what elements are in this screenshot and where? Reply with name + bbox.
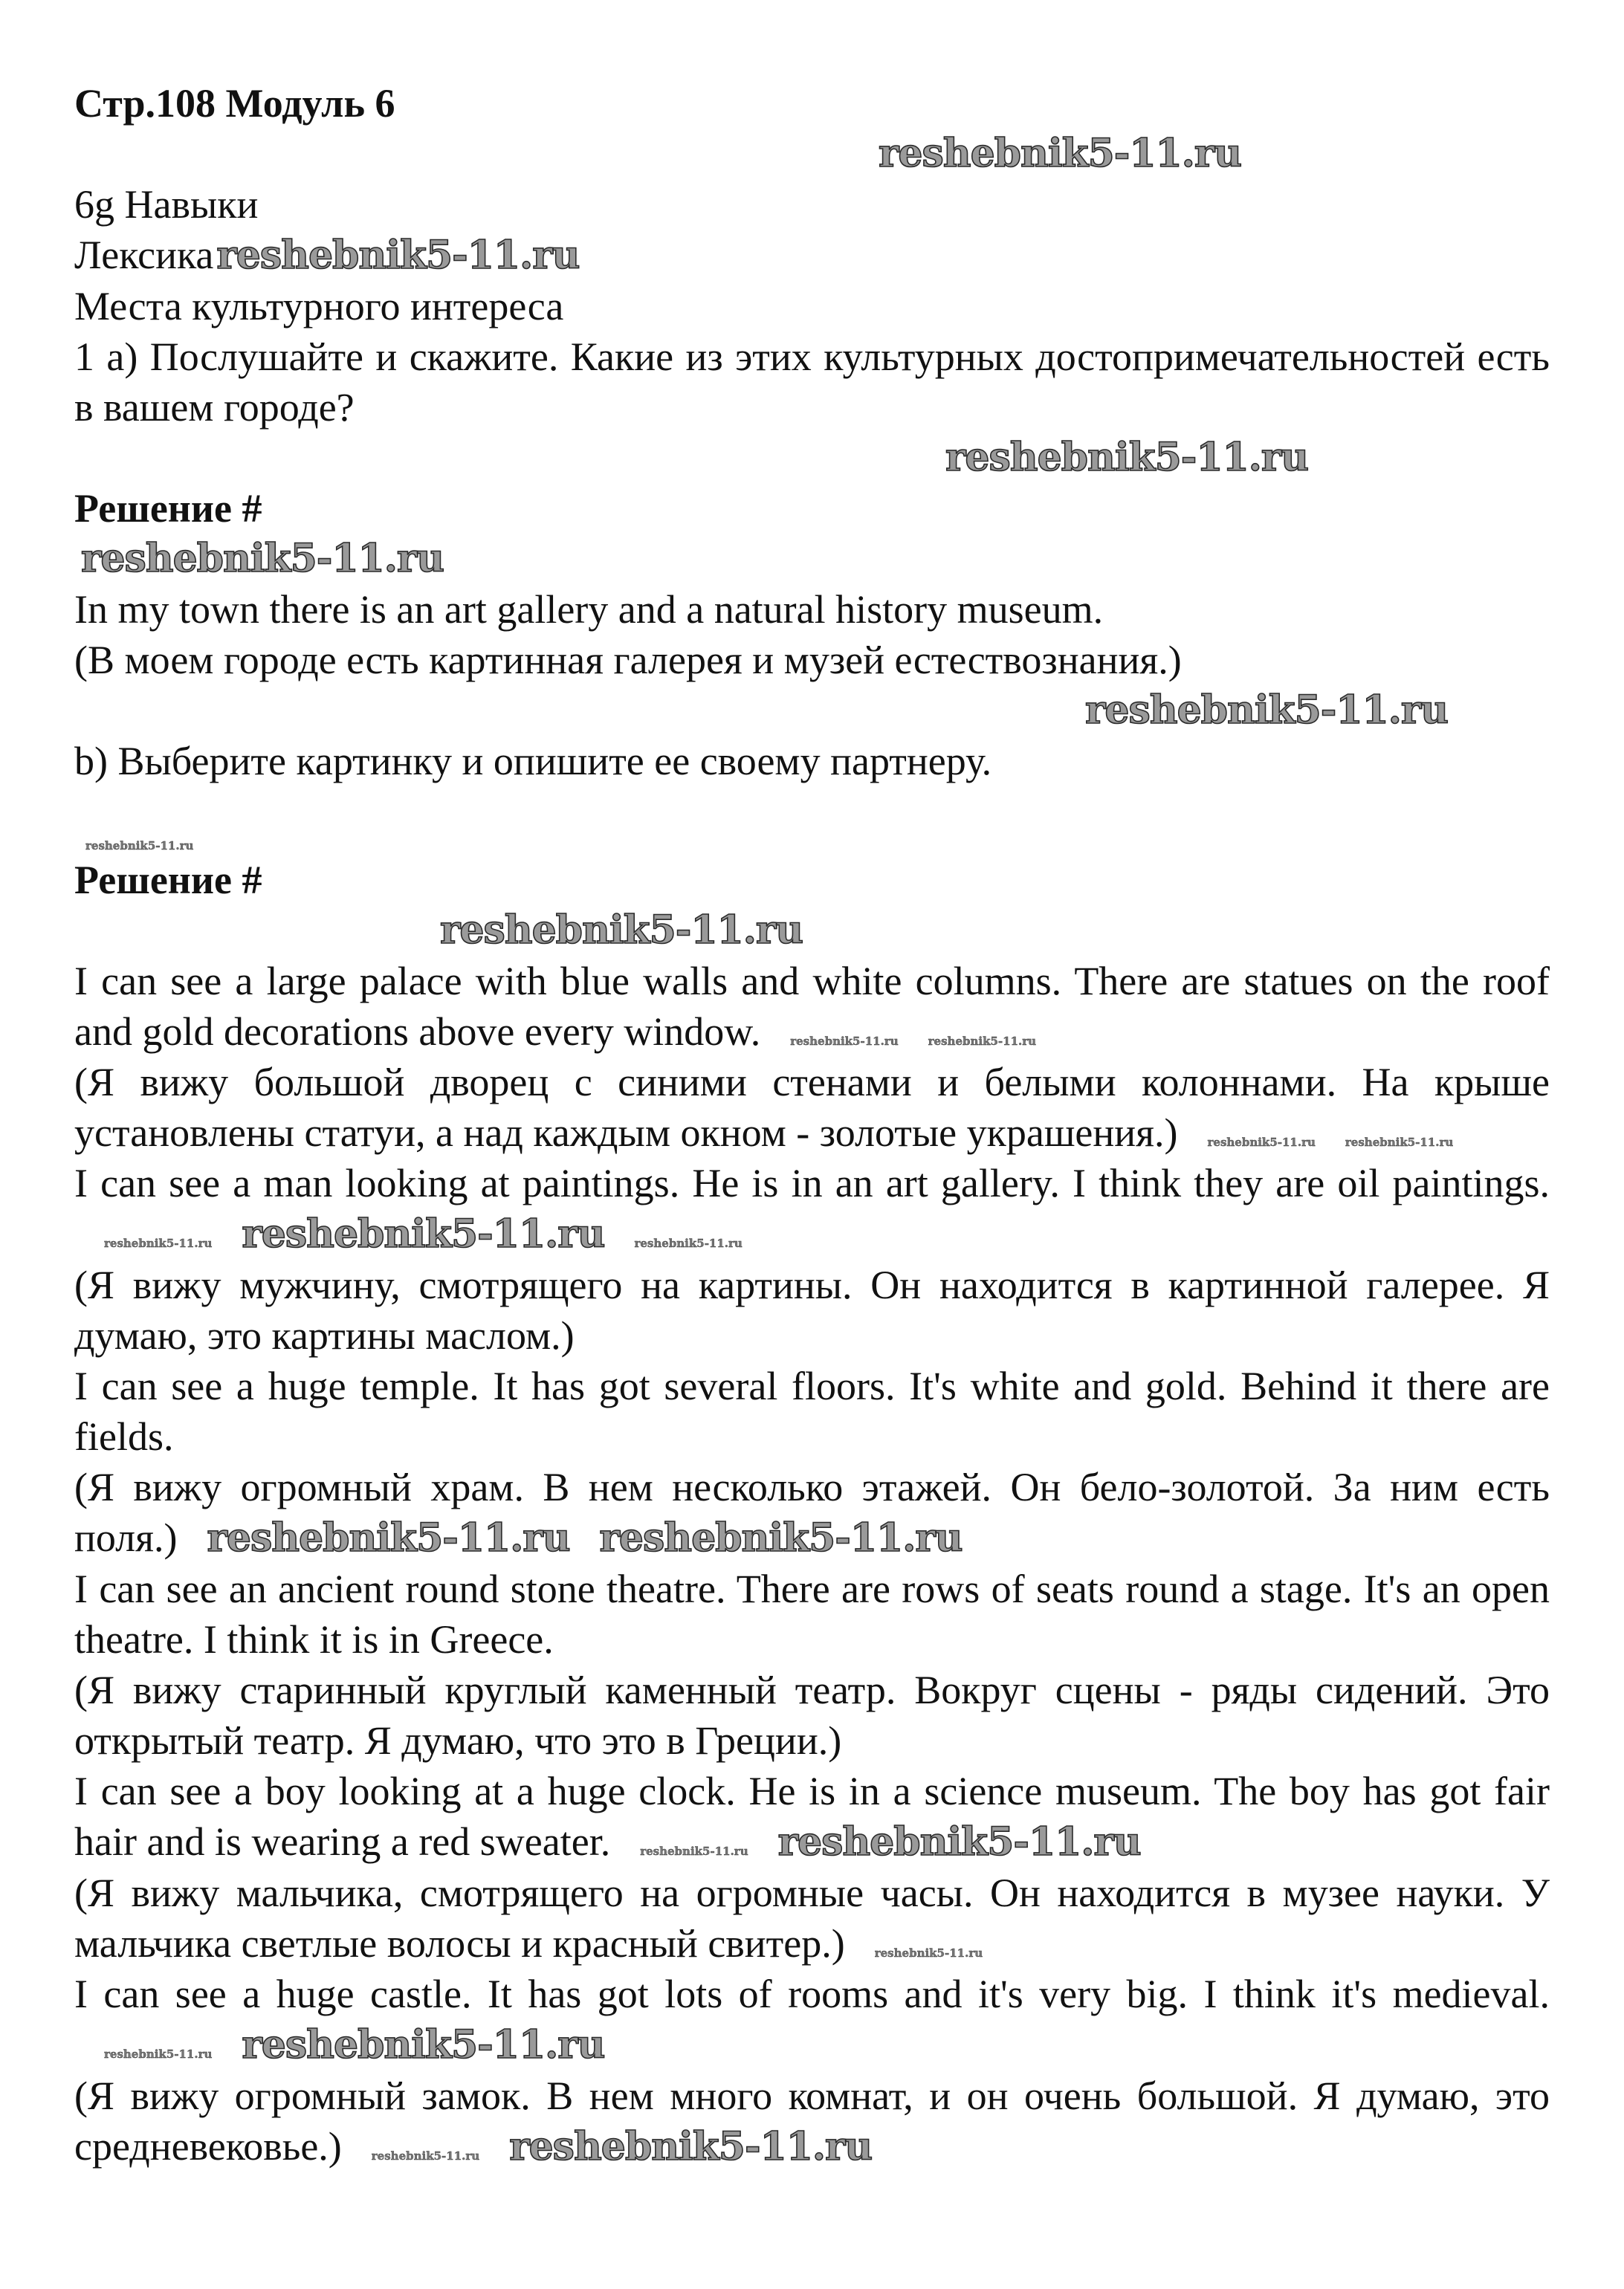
answer-paragraph xyxy=(74,1766,1550,1868)
topic-heading: Места культурного интереса xyxy=(74,284,564,328)
watermark: reshebnik5-11.ru xyxy=(371,2149,480,2163)
subsection-heading: Лексика xyxy=(74,233,214,277)
answer-text: I can see a man looking at paintings. He is in an art gallery. I think they are oil paintings. xyxy=(74,1161,1550,1205)
watermark: reshebnik5-11.ru xyxy=(928,1035,1037,1048)
watermark: reshebnik5-11.ru xyxy=(790,1035,899,1048)
watermark: reshebnik5-11.ru xyxy=(1345,1136,1454,1149)
watermark: reshebnik5-11.ru xyxy=(1207,1136,1316,1149)
answer-text: (Я вижу огромный замок. В нем много комнат, и он очень большой. Я думаю, это средневековье.) xyxy=(74,2073,1550,2169)
answer-paragraph xyxy=(74,1462,1550,1564)
spacer xyxy=(74,786,1550,837)
answer-paragraph: (Я вижу мужчину, смотрящего на картины. Он находится в картинной галерее. Я думаю, это картины маслом.) xyxy=(74,1263,1550,1358)
watermark: reshebnik5-11.ru xyxy=(85,839,194,852)
watermark: reshebnik5-11.ru xyxy=(634,1237,743,1250)
answer-paragraph xyxy=(74,1057,1550,1158)
watermark: reshebnik5-11.ru xyxy=(216,233,580,278)
watermark: reshebnik5-11.ru xyxy=(599,1515,963,1561)
answer-text: I can see a huge castle. It has got lots of rooms and it's very big. I think it's medieval. xyxy=(74,1972,1550,2016)
watermark: reshebnik5-11.ru xyxy=(81,536,444,581)
answer-paragraph: I can see an ancient round stone theatre. There are rows of seats round a stage. It's an open theatre. I think it is in Greece. xyxy=(74,1567,1550,1662)
watermark: reshebnik5-11.ru xyxy=(1085,687,1449,733)
answer-text: I can see a large palace with blue walls and white columns. There are statues on the roof and gold decorations above every window. xyxy=(74,959,1550,1054)
solution-label-b: Решение # xyxy=(74,858,262,902)
page-title: Стр.108 Модуль 6 xyxy=(74,81,395,126)
answer-paragraph xyxy=(74,1969,1550,2071)
answer-a-en: In my town there is an art gallery and a natural history museum. xyxy=(74,587,1104,632)
watermark: reshebnik5-11.ru xyxy=(777,1819,1141,1865)
answer-paragraph xyxy=(74,1868,1550,1969)
task-a: 1 а) Послушайте и скажите. Какие из этих культурных достопримечательностей есть в вашем городе? xyxy=(74,334,1550,430)
answer-text: I can see a boy looking at a huge clock. He is in a science museum. The boy has got fair hair and is wearing a red sweater. xyxy=(74,1769,1550,1864)
answers-b xyxy=(74,956,1550,2172)
watermark: reshebnik5-11.ru xyxy=(945,435,1309,480)
watermark: reshebnik5-11.ru xyxy=(640,1845,748,1858)
answer-paragraph: I can see a huge temple. It has got several floors. It's white and gold. Behind it there are fields. xyxy=(74,1364,1550,1459)
answer-paragraph: (Я вижу старинный круглый каменный театр. Вокруг сцены - ряды сидений. Это открытый театр. Я думаю, что это в Греции.) xyxy=(74,1668,1550,1763)
solution-label-a: Решение # xyxy=(74,486,262,531)
answer-text: (Я вижу огромный храм. В нем несколько этажей. Он бело-золотой. За ним есть поля.) xyxy=(74,1465,1550,1560)
answer-paragraph xyxy=(74,1158,1550,1260)
watermark: reshebnik5-11.ru xyxy=(242,1211,605,1257)
watermark: reshebnik5-11.ru xyxy=(440,907,803,953)
task-b: b) Выберите картинку и опишите ее своему партнеру. xyxy=(74,739,992,783)
answer-text: (Я вижу большой дворец с синими стенами и белыми колоннами. На крыше установлены статуи, а над каждым окном - золотые украшения.) xyxy=(74,1060,1550,1155)
watermark: reshebnik5-11.ru xyxy=(874,1946,983,1960)
watermark: reshebnik5-11.ru xyxy=(104,2047,213,2061)
answer-text: (Я вижу мальчика, смотрящего на огромные часы. Он находится в музее науки. У мальчика светлые волосы и красный свитер.) xyxy=(74,1871,1550,1966)
watermark: reshebnik5-11.ru xyxy=(207,1515,570,1561)
watermark: reshebnik5-11.ru xyxy=(242,2022,605,2068)
watermark: reshebnik5-11.ru xyxy=(879,131,1242,176)
answer-paragraph xyxy=(74,2071,1550,2172)
watermark: reshebnik5-11.ru xyxy=(509,2124,873,2169)
answer-paragraph xyxy=(74,956,1550,1057)
answer-a-ru: (В моем городе есть картинная галерея и музей естествознания.) xyxy=(74,638,1182,682)
watermark: reshebnik5-11.ru xyxy=(104,1237,213,1250)
section-heading: 6g Навыки xyxy=(74,182,259,227)
subsection-line xyxy=(74,230,1550,281)
